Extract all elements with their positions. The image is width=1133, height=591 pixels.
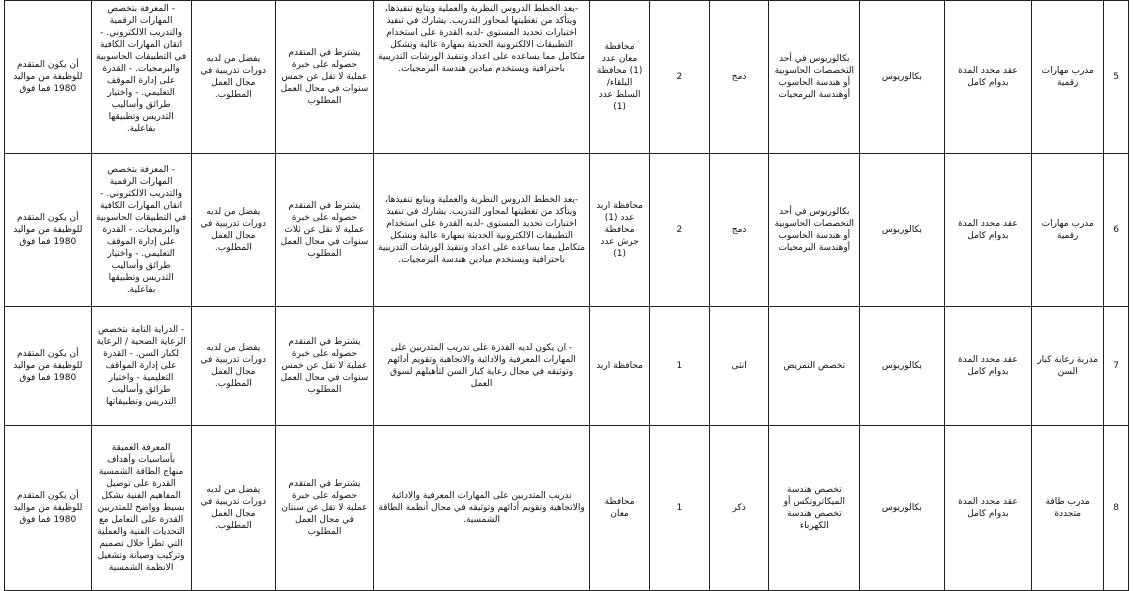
job-title: مدرب طاقة متجددة [1032, 426, 1104, 591]
gender: انثى [709, 307, 769, 426]
table-row [5, 1, 1129, 154]
row-number: 7 [1104, 307, 1129, 426]
location: محافظة معان [590, 426, 650, 591]
row-number: 5 [1104, 1, 1129, 154]
gender: دمج [709, 1, 769, 154]
experience-requirement: يشترط في المتقدم حصوله على خبرة عملية لا تقل عن خمس سنوات في مجال العمل المطلوب [276, 307, 374, 426]
experience-requirement: يشترط في المتقدم حصوله على خبرة عملية لا تقل عن ثلاث سنوات في مجال العمل المطلوب [276, 154, 374, 307]
specialization: تخصص هندسة الميكاترونكس أو تخصص هندسة الكهرباء [769, 426, 860, 591]
contract-type: عقد محدد المدة بدوام كامل [944, 154, 1032, 307]
age-requirement: أن يكون المتقدم للوظيفة من مواليد 1980 فما فوق [5, 426, 92, 591]
job-title: مدرب مهارات رقمية [1032, 1, 1104, 154]
experience-requirement: يشترط في المتقدم حصوله على خبرة عملية لا تقل عن خمس سنوات في مجال العمل المطلوب [276, 1, 374, 154]
qualification: بكالوريوس [860, 154, 944, 307]
jobs-table [4, 0, 1129, 591]
location: محافظة اربد [590, 307, 650, 426]
row-number: 6 [1104, 154, 1129, 307]
training-preference: يفضل من لديه دورات تدريبية في مجال العمل المطلوب. [191, 426, 275, 591]
location: محافظة معان عدد (1) محافظة البلقاء/ السلط عدد (1) [590, 1, 650, 154]
vacancy-count: 1 [649, 426, 709, 591]
qualification: بكالوريوس [860, 426, 944, 591]
required-skills: - الدراية التامة بتخصص الرعاية الصحية / الرعاية لكبار السن. - القدرة على إدارة المواقف التعليمية - واختيار طرائق وأساليب التدريس وتطبيقاتها [91, 307, 191, 426]
required-skills: - المعرفة بتخصص المهارات الرقمية والتدريب الالكتروني. - اتقان المهارات الكافية في التطبيقات الحاسوبية والبرمجيات. - القدرة على إدارة الموقف التعليمي. - واختيار طرائق وأساليب التدريس وتطبيقها بفاعلية. [91, 1, 191, 154]
location: محافظة اربد عدد (1) محافظة جرش عدد (1) [590, 154, 650, 307]
training-preference: يفضل من لديه دورات تدريبية في مجال العمل المطلوب. [191, 1, 275, 154]
gender: دمج [709, 154, 769, 307]
table-row [5, 307, 1129, 426]
specialization: بكالوريوس في أحد التخصصات الحاسوبية أو هندسة الحاسوب أوهندسة البرمجيات [769, 1, 860, 154]
age-requirement: أن يكون المتقدم للوظيفة من مواليد 1980 فما فوق [5, 307, 92, 426]
table-row [5, 154, 1129, 307]
job-description: -يعد الخطط الدروس النظرية والعملية ويتابع تنفيذها، ويتأكد من تغطيتها لمحاور التدريب. يشارك في تنفيذ اختبارات تحديد المستوى -لديه القدرة على استخدام التطبيقات الالكترونية الحديثة بمهارة عالية وبشكل متكامل مما يساعده على اعداد وتنفيذ الورشات التدريبية باحترافية ويستخدم ميادين هندسة البرمجيات. [373, 154, 589, 307]
vacancy-count: 2 [649, 154, 709, 307]
specialization: بكالوريوس في أحد التخصصات الحاسوبية أو هندسة الحاسوب أوهندسة البرمجيات [769, 154, 860, 307]
specialization: تخصص التمريض [769, 307, 860, 426]
contract-type: عقد محدد المدة بدوام كامل [944, 307, 1032, 426]
training-preference: يفضل من لديه دورات تدريبية في مجال العمل المطلوب. [191, 154, 275, 307]
contract-type: عقد محدد المدة بدوام كامل [944, 426, 1032, 591]
gender: ذكر [709, 426, 769, 591]
experience-requirement: يشترط في المتقدم حصوله على خبرة عملية لا تقل عن سنتان في مجال العمل المطلوب [276, 426, 374, 591]
qualification: بكالوريوس [860, 307, 944, 426]
row-number: 8 [1104, 426, 1129, 591]
table-row [5, 426, 1129, 591]
training-preference: يفضل من لديه دورات تدريبية في مجال العمل المطلوب. [191, 307, 275, 426]
required-skills: - المعرفة بتخصص المهارات الرقمية والتدريب الالكتروني. - اتقان المهارات الكافية في التطبيقات الحاسوبية والبرمجيات. - القدرة على إدارة الموقف التعليمي. - واختيار طرائق وأساليب التدريس وتطبيقها بفاعلية. [91, 154, 191, 307]
job-description: -يعد الخطط الدروس النظرية والعملية ويتابع تنفيذها، ويتأكد من تغطيتها لمحاور التدريب. يشارك في تنفيذ اختبارات تحديد المستوى -لديه القدرة على استخدام التطبيقات الالكترونية الحديثة بمهارة عالية وبشكل متكامل مما يساعده على اعداد وتنفيذ الورشات التدريبية باحترافية ويستخدم ميادين هندسة البرمجيات. [373, 1, 589, 154]
age-requirement: أن يكون المتقدم للوظيفة من مواليد 1980 فما فوق [5, 154, 92, 307]
job-description: تدريب المتدربين على المهارات المعرفية والادائية والاتجاهية وتقويم أدائهم وتوثيقه في مجال أنظمة الطاقة الشمسية. [373, 426, 589, 591]
vacancy-count: 2 [649, 1, 709, 154]
job-title: مدرب مهارات رقمية [1032, 154, 1104, 307]
required-skills: المعرفة العميقة بأساسيات وأهداف منهاج الطاقة الشمسية القدرة على توصيل المفاهيم الفنية بشكل بسيط وواضح للمتدربين القدرة على التعامل مع التحديات الفنية والعملية التي تطرأ خلال تصميم وتركيب وصيانة وتشغيل الانظمة الشمسية [91, 426, 191, 591]
job-title: مدربة رعاية كبار السن [1032, 307, 1104, 426]
contract-type: عقد محدد المدة بدوام كامل [944, 1, 1032, 154]
qualification: بكالوريوس [860, 1, 944, 154]
job-description: - ان يكون لديه القدرة على تدريب المتدربين على المهارات المعرفية والادائية والاتجاهية وتقويم أدائهم وتوثيقه في مجال رعاية كبار السن لتأهيلهم لسوق العمل [373, 307, 589, 426]
age-requirement: أن يكون المتقدم للوظيفة من مواليد 1980 فما فوق [5, 1, 92, 154]
vacancy-count: 1 [649, 307, 709, 426]
